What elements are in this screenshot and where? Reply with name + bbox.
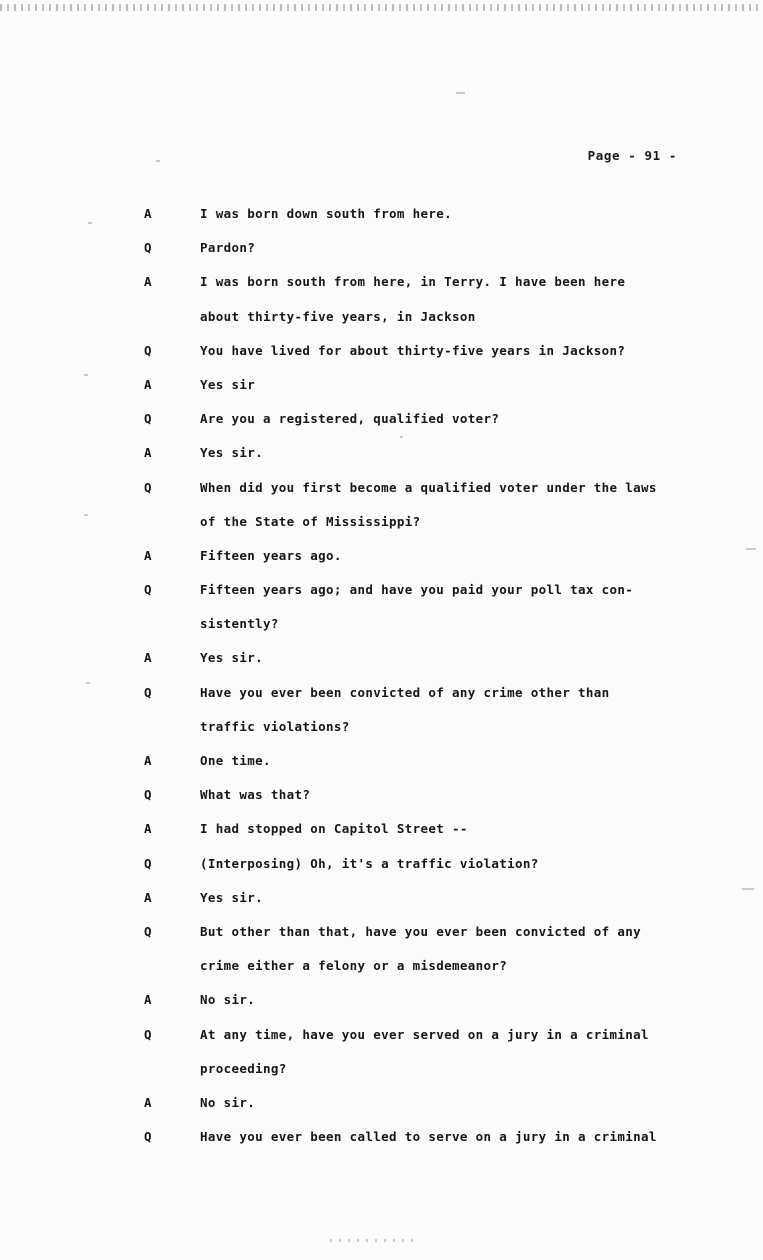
qa-entry — [144, 539, 724, 573]
qa-line — [144, 812, 724, 846]
qa-line — [144, 265, 724, 299]
scan-artifact-top-edge — [0, 4, 763, 11]
qa-entry — [144, 1018, 724, 1086]
speaker-label: A — [144, 889, 152, 905]
qa-line — [144, 436, 724, 470]
qa-line-continuation — [144, 505, 724, 539]
utterance-text: Yes sir. — [200, 445, 264, 461]
scan-artifact-bottom-edge — [330, 1239, 420, 1242]
qa-line — [144, 197, 724, 231]
qa-line — [144, 1120, 724, 1154]
speaker-label: A — [144, 274, 152, 290]
speaker-label: A — [144, 753, 152, 768]
qa-entry — [144, 983, 724, 1017]
qa-line-continuation — [144, 300, 724, 334]
utterance-text: Yes sir — [200, 376, 256, 392]
speaker-label: A — [144, 650, 152, 666]
qa-entry — [144, 812, 724, 846]
utterance-text: sistently? — [200, 616, 279, 632]
speaker-label: Q — [144, 1026, 152, 1042]
qa-entry — [144, 197, 724, 231]
qa-entry — [144, 573, 724, 641]
speaker-label: Q — [144, 787, 152, 803]
utterance-text: I was born down south from here. — [200, 206, 453, 221]
qa-entry — [144, 265, 724, 333]
utterance-text: (Interposing) Oh, it's a traffic violation? — [200, 855, 539, 871]
qa-line — [144, 573, 724, 607]
utterance-text: Fifteen years ago. — [200, 547, 342, 563]
speaker-label: A — [144, 376, 152, 392]
qa-entry — [144, 471, 724, 539]
qa-entry — [144, 231, 724, 265]
qa-line — [144, 402, 724, 436]
qa-entry — [144, 676, 724, 744]
qa-entry — [144, 402, 724, 436]
speaker-label: A — [144, 1094, 152, 1110]
qa-entry — [144, 368, 724, 402]
utterance-text: Have you ever been called to serve on a jury in a criminal — [200, 1129, 657, 1145]
qa-entry — [144, 847, 724, 881]
speaker-label: Q — [144, 240, 152, 256]
qa-line — [144, 778, 724, 812]
qa-entry — [144, 1086, 724, 1120]
utterance-text: No sir. — [200, 992, 256, 1008]
qa-line — [144, 1018, 724, 1052]
qa-line — [144, 676, 724, 710]
speaker-label: Q — [144, 479, 152, 495]
utterance-text: crime either a felony or a misdemeanor? — [200, 958, 508, 974]
utterance-text: You have lived for about thirty-five years in Jackson? — [200, 342, 626, 358]
qa-line — [144, 539, 724, 573]
utterance-text: One time. — [200, 753, 271, 768]
utterance-text: Have you ever been convicted of any crime other than — [200, 684, 610, 700]
scan-speck — [456, 92, 465, 94]
qa-entry — [144, 881, 724, 915]
speaker-label: A — [144, 821, 152, 837]
scan-speck — [746, 548, 756, 550]
qa-line — [144, 641, 724, 675]
qa-line — [144, 368, 724, 402]
utterance-text: about thirty-five years, in Jackson — [200, 308, 476, 324]
speaker-label: Q — [144, 923, 152, 939]
qa-entry — [144, 744, 724, 778]
speaker-label: A — [144, 445, 152, 461]
speaker-label: A — [144, 547, 152, 563]
utterance-text: But other than that, have you ever been convicted of any — [200, 923, 642, 939]
speaker-label: Q — [144, 411, 152, 427]
qa-entry — [144, 778, 724, 812]
qa-line — [144, 847, 724, 881]
qa-line — [144, 983, 724, 1017]
qa-line — [144, 231, 724, 265]
speaker-label: A — [144, 992, 152, 1008]
utterance-text: Are you a registered, qualified voter? — [200, 411, 500, 427]
utterance-text: Yes sir. — [200, 650, 264, 666]
qa-line — [144, 471, 724, 505]
scan-speck — [156, 160, 160, 162]
transcript-body — [144, 197, 724, 1154]
page-number: Page - 91 - — [587, 148, 677, 163]
qa-entry — [144, 436, 724, 470]
qa-line — [144, 744, 724, 778]
scan-speck — [86, 682, 90, 684]
utterance-text: Yes sir. — [200, 889, 264, 905]
speaker-label: Q — [144, 684, 152, 700]
utterance-text: of the State of Mississippi? — [200, 513, 421, 529]
scan-speck — [88, 222, 92, 224]
utterance-text: traffic violations? — [200, 718, 350, 734]
qa-entry — [144, 641, 724, 675]
utterance-text: Pardon? — [200, 240, 256, 256]
utterance-text: What was that? — [200, 787, 311, 803]
qa-line — [144, 915, 724, 949]
utterance-text: No sir. — [200, 1094, 256, 1110]
qa-line-continuation — [144, 710, 724, 744]
speaker-label: Q — [144, 855, 152, 871]
utterance-text: Fifteen years ago; and have you paid your poll tax con- — [200, 582, 634, 598]
utterance-text: At any time, have you ever served on a jury in a criminal — [200, 1026, 649, 1042]
speaker-label: Q — [144, 1129, 152, 1145]
qa-entry — [144, 1120, 724, 1154]
utterance-text: I was born south from here, in Terry. I have been here — [200, 274, 626, 290]
qa-entry — [144, 334, 724, 368]
qa-line — [144, 1086, 724, 1120]
qa-line-continuation — [144, 949, 724, 983]
speaker-label: Q — [144, 582, 152, 598]
qa-line — [144, 881, 724, 915]
speaker-label: Q — [144, 342, 152, 358]
speaker-label: A — [144, 206, 152, 221]
qa-line — [144, 334, 724, 368]
utterance-text: I had stopped on Capitol Street -- — [200, 821, 468, 837]
scan-speck — [84, 514, 88, 516]
qa-line-continuation — [144, 1052, 724, 1086]
scan-speck — [742, 888, 754, 890]
scan-speck — [84, 374, 88, 376]
utterance-text: When did you first become a qualified voter under the laws — [200, 479, 657, 495]
qa-line-continuation — [144, 607, 724, 641]
utterance-text: proceeding? — [200, 1060, 287, 1076]
qa-entry — [144, 915, 724, 983]
